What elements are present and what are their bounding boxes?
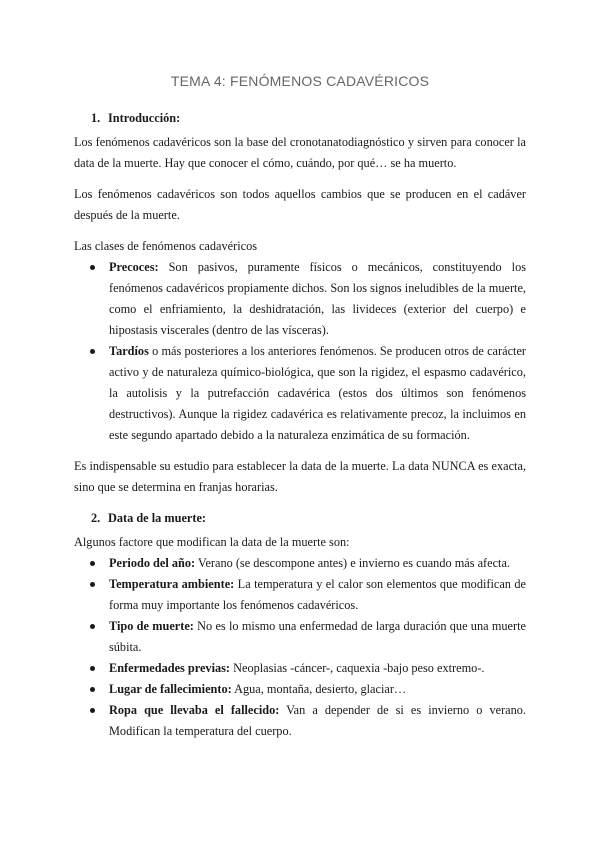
section-1-title: Introducción: <box>108 111 181 125</box>
list-item-term: Temperatura ambiente: <box>109 577 235 591</box>
factors-intro: Algunos factore que modifican la data de la muerte son: <box>74 535 350 549</box>
document-body <box>74 108 526 742</box>
list-item-term: Tardíos <box>109 344 149 358</box>
intro-paragraph-3: Es indispensable su estudio para establecer la data de la muerte. La data NUNCA es exacta, sino que se determina en franjas horarias. <box>74 459 526 494</box>
list-item-tipo <box>74 616 526 658</box>
list-item-term: Lugar de fallecimiento: <box>109 682 232 696</box>
list-item-periodo <box>74 553 526 574</box>
intro-paragraph-1: Los fenómenos cadavéricos son la base del cronotanatodiagnóstico y sirven para conocer la data de la muerte. Hay que conocer el cómo, cuándo, por qué… se ha muerto. <box>74 135 526 170</box>
list-item-term: Enfermedades previas: <box>109 661 231 675</box>
list-item-text: o más posteriores a los anteriores fenómenos. Se producen otros de carácter activo y de naturaleza químico-biológica, que son la rigidez, el espasmo cadavérico, la autolisis y la putrefacción cadavérica (estos dos últimos son fenómenos destructivos). Aunque la rigidez cadavérica es relativamente precoz, la incluimos en este segundo apartado debido a la naturaleza enzimática de su formación. <box>109 344 526 442</box>
list-item-term: Periodo del año: <box>109 556 196 570</box>
document-title: TEMA 4: FENÓMENOS CADAVÉRICOS <box>170 73 430 89</box>
list-item-term: Precoces: <box>109 260 159 274</box>
list-item-text: Son pasivos, puramente físicos o mecánicos, constituyendo los fenómenos cadavéricos propiamente dichos. Son los signos ineludibles de la muerte, como el enfriamiento, la deshidratación, las livideces (exterior del cuerpo) e hipostasis viscerales (dentro de las vísceras). <box>109 260 526 337</box>
list-item-text: La temperatura y el calor son elementos que modifican de forma muy importante los fenómenos cadavéricos. <box>109 577 526 612</box>
list-item-ropa <box>74 700 526 742</box>
list-item-enfermedades <box>74 658 526 679</box>
list-item-text: Verano (se descompone antes) e invierno es cuando más afecta. <box>195 556 511 570</box>
section-2-number: 2. <box>91 511 101 525</box>
section-1-heading <box>91 108 526 129</box>
list-item-tardios <box>74 341 526 446</box>
list-item-text: Van a depender de si es invierno o verano. Modifican la temperatura del cuerpo. <box>109 703 526 738</box>
section-1-number: 1. <box>91 111 101 125</box>
intro-paragraph-2: Los fenómenos cadavéricos son todos aquellos cambios que se producen en el cadáver después de la muerte. <box>74 187 526 222</box>
list-item-precoces <box>74 257 526 341</box>
list-item-term: Tipo de muerte: <box>109 619 194 633</box>
list-item-text: Agua, montaña, desierto, glaciar… <box>231 682 407 696</box>
section-2-title: Data de la muerte: <box>108 511 207 525</box>
phenomena-list <box>74 257 526 446</box>
classes-intro: Las clases de fenómenos cadavéricos <box>74 239 258 253</box>
list-item-term: Ropa que llevaba el fallecido: <box>109 703 280 717</box>
list-item-text: Neoplasias -cáncer-, caquexia -bajo peso extremo-. <box>230 661 485 675</box>
section-2-heading <box>91 508 526 529</box>
list-item-temperatura <box>74 574 526 616</box>
factors-list <box>74 553 526 742</box>
list-item-text: No es lo mismo una enfermedad de larga duración que una muerte súbita. <box>109 619 526 654</box>
list-item-lugar <box>74 679 526 700</box>
